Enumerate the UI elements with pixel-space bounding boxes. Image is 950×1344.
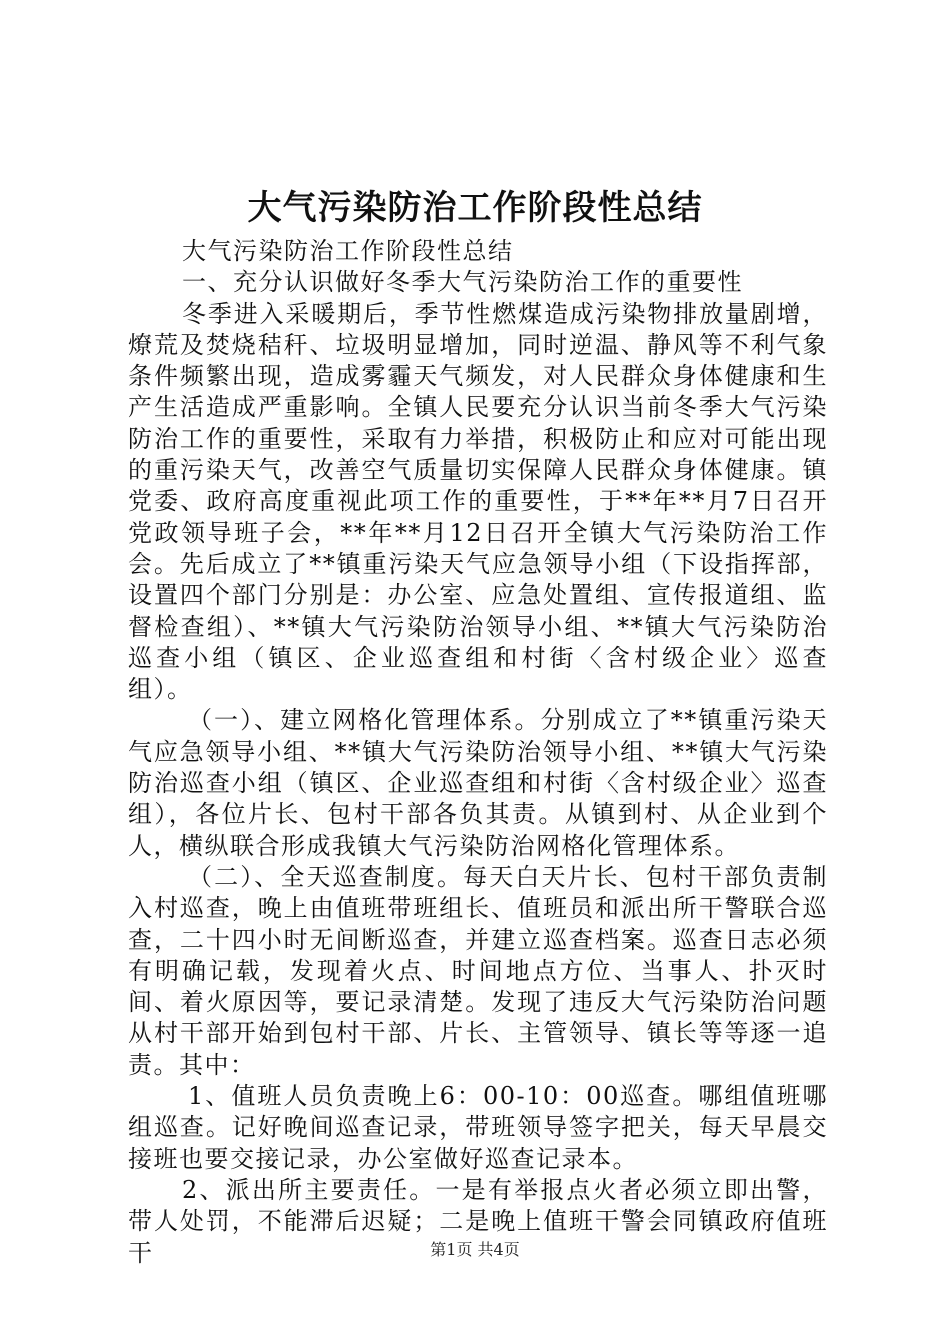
section-heading-1: 一、充分认识做好冬季大气污染防治工作的重要性	[182, 268, 743, 297]
document-title: 大气污染防治工作阶段性总结	[247, 188, 703, 228]
paragraph-police-duty: 2、派出所主要责任。一是有举报点火者必须立即出警，带人处罚，不能滞后迟疑；二是晚上值班干警会同镇政府值班干	[128, 1175, 828, 1267]
paragraph-patrol-system: （二）、全天巡查制度。每天白天片长、包村干部负责制入村巡查，晚上由值班带班组长、值班员和派出所干警联合巡查，二十四小时无间断巡查，并建立巡查档案。巡查日志必须有明确记载，发现着火点、时间地点方位、当事人、扑灭时间、着火原因等，要记录清楚。发现了违反大气污染防治问题从村干部开始到包村干部、片长、主管领导、镇长等等逐一追责。其中：	[128, 862, 828, 1079]
page-number-footer: 第1页 共4页	[430, 1240, 520, 1259]
paragraph-intro: 冬季进入采暖期后，季节性燃煤造成污染物排放量剧增，燎荒及焚烧秸秆、垃圾明显增加，同时逆温、静风等不利气象条件频繁出现，造成雾霾天气频发，对人民群众身体健康和生产生活造成严重影响。全镇人民要充分认识当前冬季大气污染防治工作的重要性，采取有力举措，积极防止和应对可能出现的重污染天气，改善空气质量切实保障人民群众身体健康。镇党委、政府高度重视此项工作的重要性，于**年**月7日召开党政领导班子会，**年**月12日召开全镇大气污染防治工作会。先后成立了**镇重污染天气应急领导小组（下设指挥部，设置四个部门分别是：办公室、应急处置组、宣传报道组、监督检查组）、**镇大气污染防治领导小组、**镇大气污染防治巡查小组（镇区、企业巡查组和村街〈含村级企业〉巡查组）。	[128, 299, 828, 704]
document-body	[128, 236, 828, 1269]
paragraph-duty-staff: 1、值班人员负责晚上6：00-10：00巡查。哪组值班哪组巡查。记好晚间巡查记录，带班领导签字把关，每天早晨交接班也要交接记录，办公室做好巡查记录本。	[128, 1082, 828, 1173]
paragraph-subtitle: 大气污染防治工作阶段性总结	[182, 237, 514, 265]
paragraph-grid-management: （一）、建立网格化管理体系。分别成立了**镇重污染天气应急领导小组、**镇大气污染防治领导小组、**镇大气污染防治巡查小组（镇区、企业巡查组和村街〈含村级企业〉巡查组），各位片长、包村干部各负其责。从镇到村、从企业到个人，横纵联合形成我镇大气污染防治网格化管理体系。	[128, 706, 828, 860]
